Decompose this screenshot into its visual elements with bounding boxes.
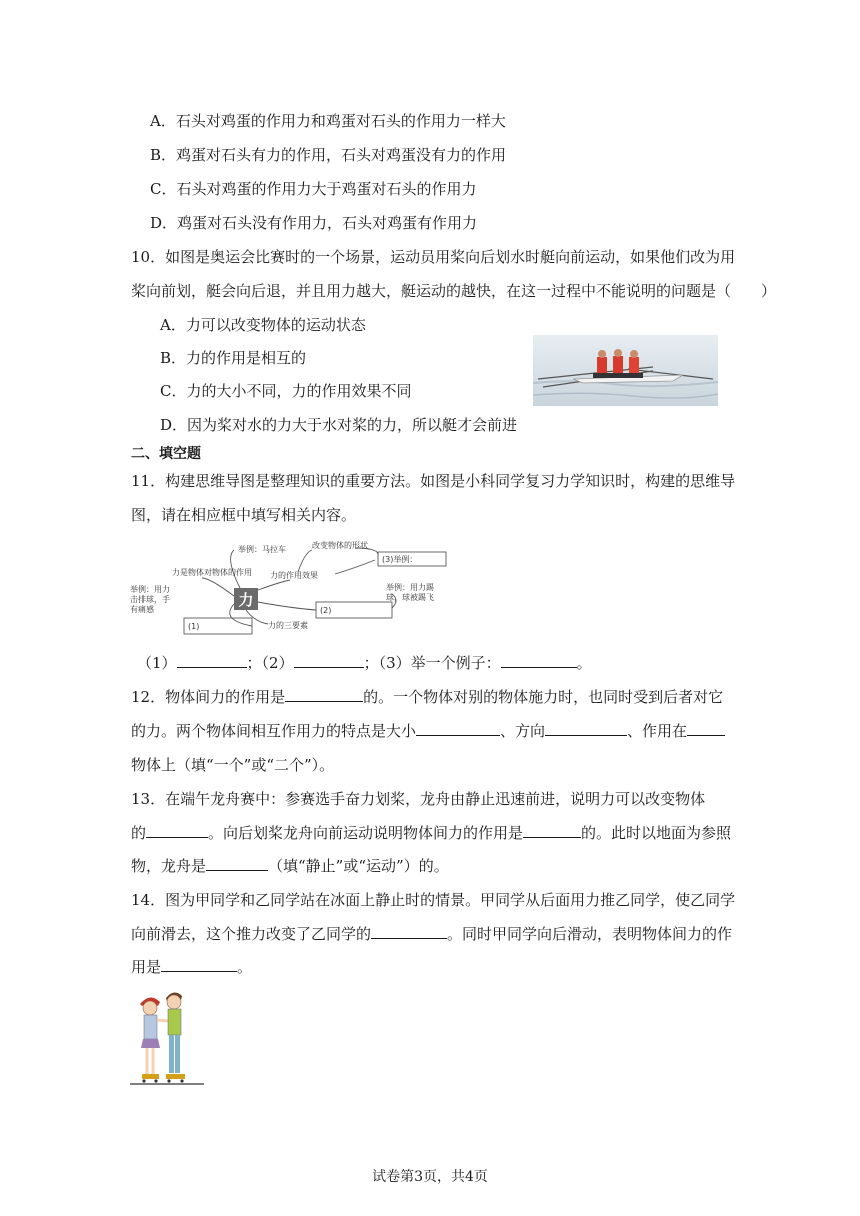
q13-line2	[131, 823, 731, 843]
label-three-elements: 力的三要素	[268, 621, 308, 630]
rowing-photo	[533, 335, 718, 406]
q14-text-b: 。同时甲同学向后滑动，表明物体间力的作	[447, 925, 733, 943]
label-change-shape: 改变物体的形状	[312, 541, 368, 550]
q13-text-d: 物，龙舟是	[131, 857, 207, 875]
q11-stem-line1: 11．构建思维导图是整理知识的重要方法。如图是小科同学复习力学知识时，构建的思维导	[131, 472, 736, 490]
q11-part3-label: ；（3）举一个例子：	[363, 654, 501, 672]
q10-stem-line2: 桨向前划，艇会向后退，并且用力越大，艇运动的越快，在这一过程中不能说明的问题是（ ）	[131, 282, 777, 300]
label-example-volleyball-b: 击排球，手	[130, 595, 170, 604]
q12-blank-4[interactable]	[687, 721, 725, 736]
q11-answer-line	[137, 653, 592, 673]
label-force-effect: 力的作用效果	[270, 571, 318, 580]
label-force-definition: 力是物体对物体的作用	[172, 568, 252, 577]
q12-text-d: 、方向	[500, 722, 546, 740]
q13-text-b: 。向后划桨龙舟向前运动说明物体间力的作用是	[208, 824, 524, 842]
q14-line3	[131, 957, 252, 977]
q10-stem-line1: 10．如图是奥运会比赛时的一个场景，运动员用桨向后划水时艇向前运动，如果他们改为用	[131, 248, 736, 266]
label-example-kick-b: 球，球被踢飞	[386, 593, 434, 602]
q9-option-b: B．鸡蛋对石头有力的作用，石头对鸡蛋没有力的作用	[150, 146, 507, 164]
label-example-horse: 举例：马拉车	[238, 545, 286, 554]
label-example-volleyball-c: 有痛感	[130, 605, 154, 614]
q10-option-a: A．力可以改变物体的运动状态	[160, 316, 366, 334]
q14-blank-2[interactable]	[161, 957, 237, 972]
q12-line1	[131, 687, 723, 707]
q12-line3: 物体上（填“一个”或“二个”）。	[131, 756, 335, 774]
q11-part1-label: （1）	[137, 654, 177, 672]
q13-text-a: 的	[131, 824, 147, 842]
q9-option-d: D．鸡蛋对石头没有作用力，石头对鸡蛋有作用力	[150, 214, 478, 232]
q11-blank-1[interactable]	[177, 653, 247, 668]
q13-line3	[131, 856, 449, 876]
box-1-label: (1)	[188, 622, 200, 631]
q12-text-c: 的力。两个物体间相互作用力的特点是大小	[131, 722, 417, 740]
center-label: 力	[238, 591, 254, 609]
q14-line1: 14．图为甲同学和乙同学站在冰面上静止时的情景。甲同学从后面用力推乙同学，使乙同学	[131, 891, 736, 909]
q13-text-c: 的。此时以地面为参照	[581, 824, 732, 842]
q10-option-b: B．力的作用是相互的	[160, 349, 307, 367]
q10-option-d: D．因为桨对水的力大于水对桨的力，所以艇才会前进	[160, 416, 518, 434]
q9-option-c: C．石头对鸡蛋的作用力大于鸡蛋对石头的作用力	[150, 180, 477, 198]
q13-blank-1[interactable]	[146, 823, 208, 838]
q14-text-c: 用是	[131, 958, 162, 976]
q11-end: 。	[576, 654, 592, 672]
q13-blank-3[interactable]	[206, 856, 268, 871]
q14-text-d: 。	[237, 958, 253, 976]
box-3-label: (3)举例：	[382, 555, 418, 564]
q12-text-a: 12．物体间力的作用是	[131, 688, 286, 706]
mind-map-diagram	[130, 538, 450, 638]
q11-blank-3[interactable]	[501, 653, 577, 668]
q11-part2-label: ；（2）	[246, 654, 294, 672]
q12-text-b: 的。一个物体对别的物体施力时，也同时受到后者对它	[363, 688, 724, 706]
q13-blank-2[interactable]	[523, 823, 581, 838]
q13-line1: 13．在端午龙舟赛中：参赛选手奋力划桨，龙舟由静止迅速前进，说明力可以改变物体	[131, 790, 706, 808]
q12-blank-1[interactable]	[285, 687, 363, 702]
section-title-fill-in: 二、填空题	[131, 446, 201, 462]
q11-stem-line2: 图，请在相应框中填写相关内容。	[131, 506, 357, 524]
label-example-kick-a: 举例：用力踢	[386, 583, 434, 592]
q11-blank-2[interactable]	[294, 653, 364, 668]
q12-blank-2[interactable]	[416, 721, 500, 736]
q14-line2	[131, 924, 732, 944]
q12-blank-3[interactable]	[545, 721, 627, 736]
q14-blank-1[interactable]	[371, 924, 447, 939]
q9-option-a: A．石头对鸡蛋的作用力和鸡蛋对石头的作用力一样大	[150, 112, 506, 130]
skaters-illustration	[128, 988, 208, 1088]
page-footer: 试卷第3页，共4页	[372, 1169, 488, 1185]
box-2-label: (2)	[320, 606, 332, 615]
q13-text-e: （填“静止”或“运动”）的。	[268, 857, 449, 875]
q10-option-c: C．力的大小不同，力的作用效果不同	[160, 382, 412, 400]
label-example-volleyball-a: 举例：用力	[130, 585, 170, 594]
q12-line2	[131, 721, 725, 741]
q14-text-a: 向前滑去，这个推力改变了乙同学的	[131, 925, 372, 943]
q12-text-e: 、作用在	[627, 722, 688, 740]
